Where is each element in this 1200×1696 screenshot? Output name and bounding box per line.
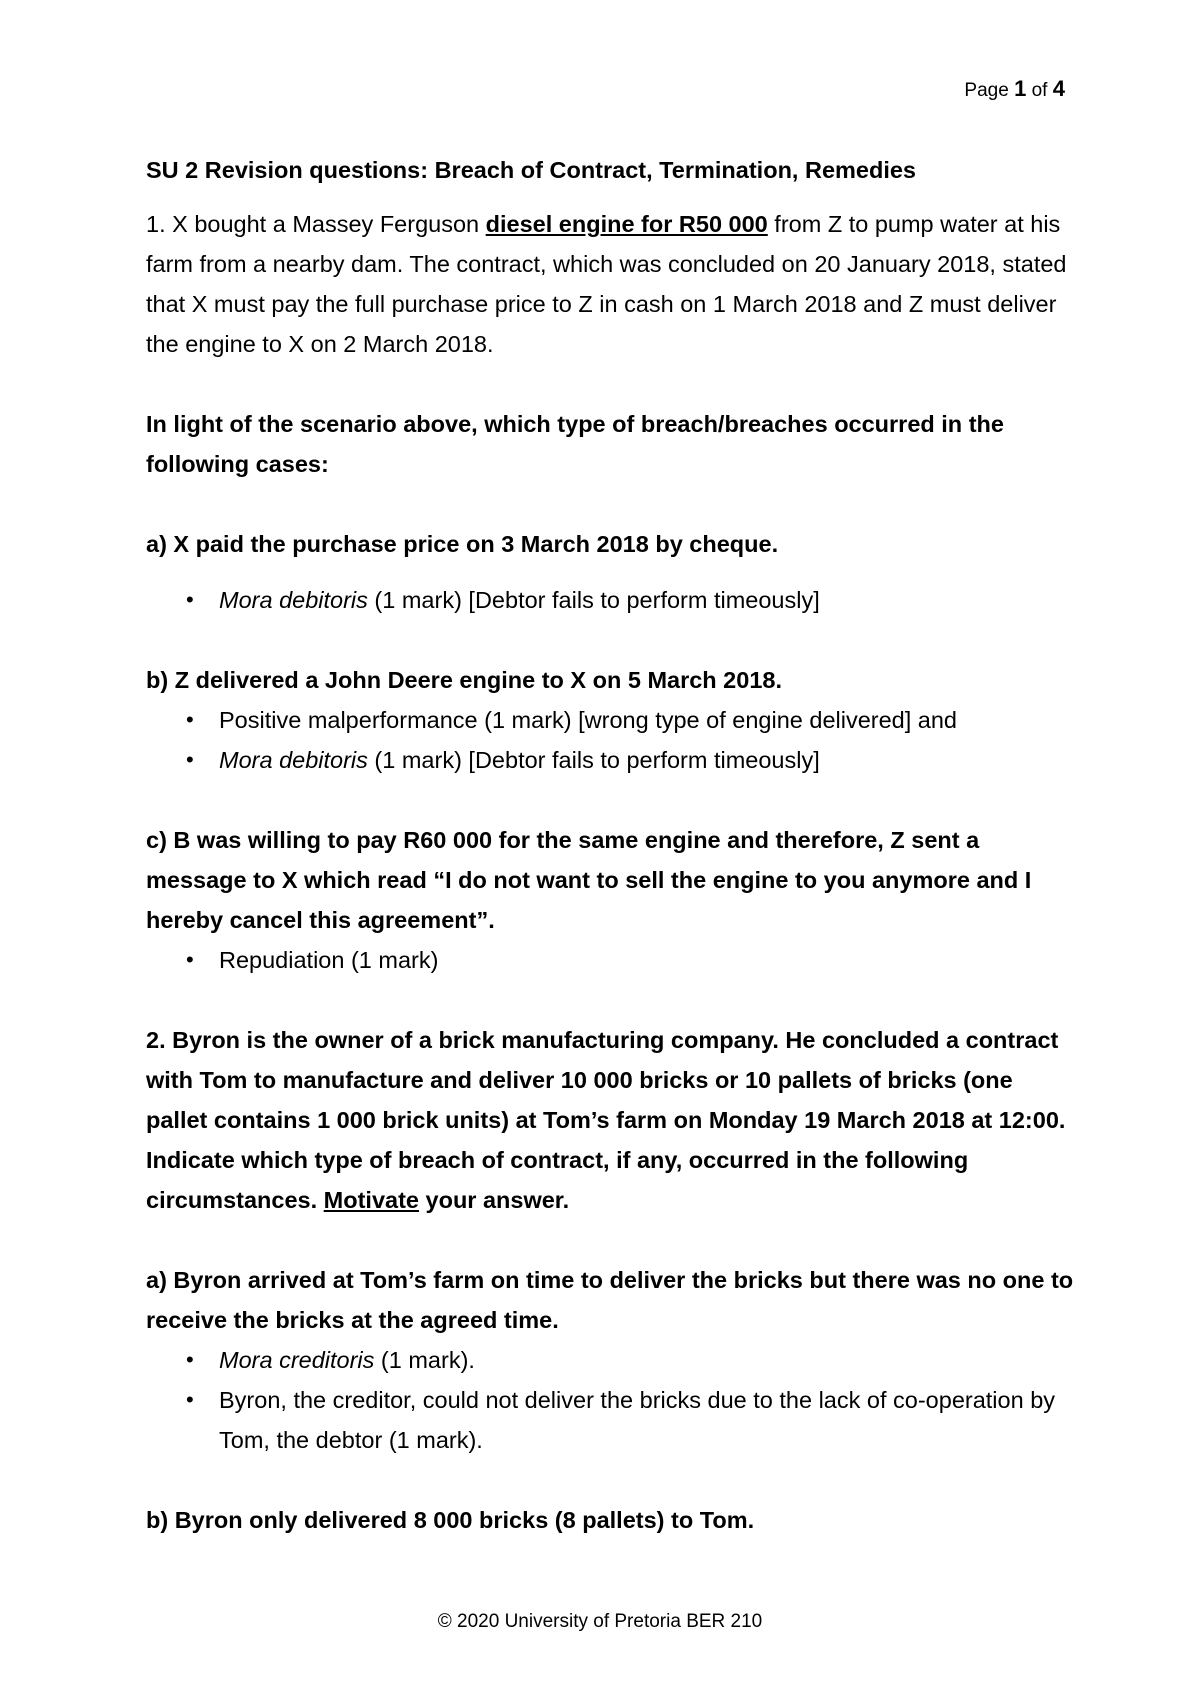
scenario-text: 2. Byron is the owner of a brick manufacturing company. He concluded a contract with Tom to manufacture and deliver 10 000 bricks or 10 pallets of bricks (one pallet contains 1 000 brick units) at Tom’s farm on Monday 19 March 2018 at 12:00. Indicate which type of breach of contract, if any, occurred in the following circumstances. [146, 1027, 1066, 1213]
page-total: 4 [1052, 76, 1065, 101]
scenario-text: 1. X bought a Massey Ferguson [146, 211, 486, 237]
question-1a: a) X paid the purchase price on 3 March 2018 by cheque. [146, 531, 779, 557]
answer-list-1a [146, 580, 1076, 620]
page-of-label: of [1031, 80, 1048, 101]
answer-text: (1 mark) [Debtor fails to perform timeously] [367, 747, 820, 773]
scenario-emphasis: diesel engine for R50 000 [485, 211, 768, 237]
page-header [964, 76, 1065, 102]
question-2b: b) Byron only delivered 8 000 bricks (8 pallets) to Tom. [146, 1507, 755, 1533]
answer-term: Mora creditoris [219, 1347, 375, 1373]
page-footer: © 2020 University of Pretoria BER 210 [437, 1611, 763, 1632]
answer-item: • Positive malperformance (1 mark) [wrong type of engine delivered] and [146, 700, 1076, 740]
answer-list-1c [146, 940, 1076, 980]
scenario-emphasis: Motivate [323, 1187, 419, 1213]
answer-item [146, 740, 1076, 780]
question-2-scenario [146, 1020, 1076, 1220]
answer-text: (1 mark). [374, 1347, 475, 1373]
question-1b: b) Z delivered a John Deere engine to X on 5 March 2018. [146, 667, 782, 693]
answer-text: (1 mark) [Debtor fails to perform timeously] [367, 587, 820, 613]
answer-item [146, 580, 1076, 620]
answer-item: • Repudiation (1 mark) [146, 940, 1076, 980]
answer-list-2a [146, 1340, 1076, 1460]
question-1-instruction: In light of the scenario above, which type of breach/breaches occurred in the following cases: [146, 411, 1004, 477]
question-1c: c) B was willing to pay R60 000 for the same engine and therefore, Z sent a message to X which read “I do not want to sell the engine to you anymore and I hereby cancel this agreement”. [146, 827, 1032, 933]
document-title: SU 2 Revision questions: Breach of Contract, Termination, Remedies [146, 157, 917, 183]
question-1-scenario [146, 204, 1076, 364]
scenario-text: your answer. [418, 1187, 570, 1213]
scenario-text: from Z to pump water at his farm from a nearby dam. The contract, which was concluded on 20 January 2018, stated that X must pay the full purchase price to Z in cash on 1 March 2018 and Z must deliver the engine to X on 2 March 2018. [146, 211, 1067, 357]
answer-list-1b [146, 700, 1076, 780]
question-2a: a) Byron arrived at Tom’s farm on time to deliver the bricks but there was no one to receive the bricks at the agreed time. [146, 1267, 1074, 1333]
page-number: 1 [1014, 76, 1027, 101]
answer-item [146, 1340, 1076, 1380]
page-label: Page [964, 80, 1009, 101]
document-body [146, 150, 1076, 1540]
answer-item: • Byron, the creditor, could not deliver the bricks due to the lack of co-operation by Tom, the debtor (1 mark). [146, 1380, 1076, 1460]
answer-term: Mora debitoris [219, 747, 368, 773]
answer-term: Mora debitoris [219, 587, 368, 613]
